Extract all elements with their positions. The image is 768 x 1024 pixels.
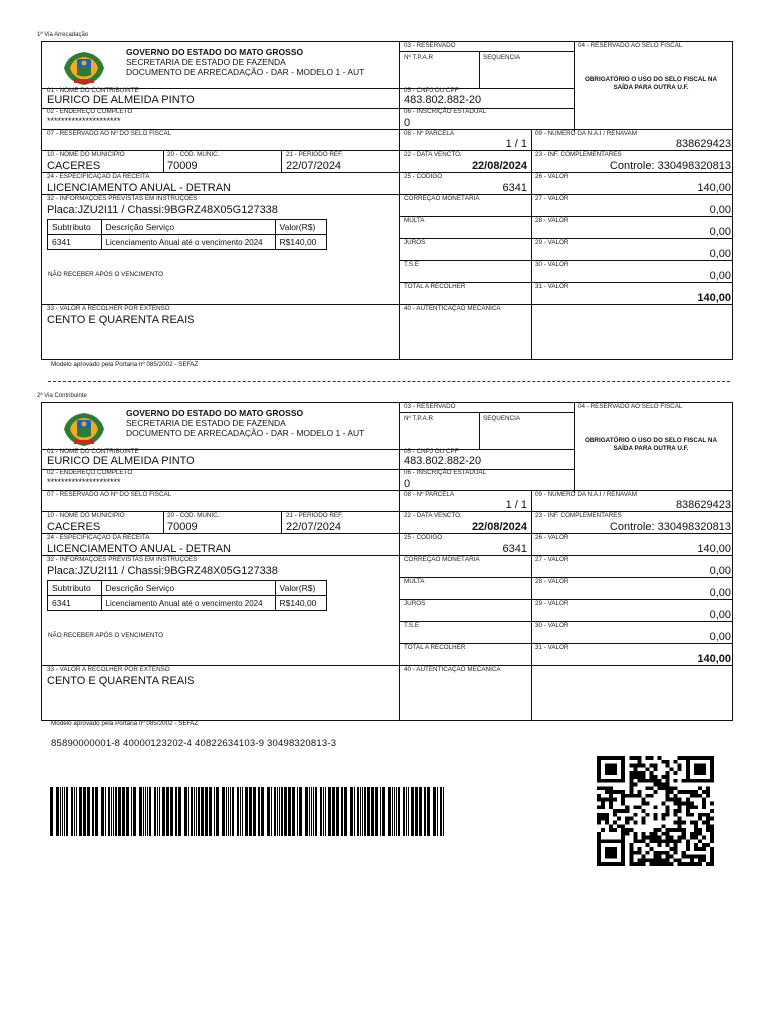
field-33-label: 33 - VALOR A RECOLHER POR EXTENSO xyxy=(47,666,170,673)
no-receive-notice: NÃO RECEBER APÓS O VENCIMENTO xyxy=(48,271,164,278)
field-23-value: Controle: 330498320813 xyxy=(609,160,731,172)
divider xyxy=(42,150,732,151)
tpar-label: Nº T.P.A.R xyxy=(404,415,434,422)
field-23-label: 23 - INF. COMPLEMENTARES xyxy=(535,151,622,158)
field-32-value: Placa:JZU2I11 / Chassi:9BGRZ48X05G127338 xyxy=(47,565,278,577)
selo-fiscal-notice: OBRIGATÓRIO O USO DO SELO FISCAL NA SAÍDA PARA OUTRA U.F. xyxy=(584,76,717,91)
field-02-label: 02 - ENDEREÇO COMPLETO xyxy=(47,108,133,115)
field-01-value: EURICO DE ALMEIDA PINTO xyxy=(47,94,195,106)
divider xyxy=(42,511,732,512)
table-row xyxy=(48,235,327,250)
divider xyxy=(479,51,480,88)
field-06-label: 06 - INSCRIÇÃO ESTADUAL xyxy=(404,469,487,476)
table-header-row xyxy=(48,220,327,235)
table-cell: Licenciamento Anual até o vencimento 2024 xyxy=(101,596,275,611)
field-25-label: 25 - CÓDIGO xyxy=(404,534,443,541)
field-02-label: 02 - ENDEREÇO COMPLETO xyxy=(47,469,133,476)
field-09-value: 838629423 xyxy=(675,138,731,150)
field-26-label: 26 - VALOR xyxy=(535,534,569,541)
field-20-label: 20 - COD. MUNIC. xyxy=(167,151,220,158)
field-04-label: 04 - RESERVADO AO SELO FISCAL xyxy=(578,42,683,49)
field-30-value: 0,00 xyxy=(709,270,731,282)
field-33-value: CENTO E QUARENTA REAIS xyxy=(47,675,195,687)
field-30-label: 30 - VALOR xyxy=(535,622,569,629)
table-header-cell: Subtributo xyxy=(48,581,102,596)
sequencia-label: SEQUENCIA xyxy=(483,415,521,422)
sequencia-label: SEQUENCIA xyxy=(483,54,521,61)
field-31-label: 31 - VALOR xyxy=(535,283,569,290)
field-05-value: 483.802.882-20 xyxy=(404,455,482,467)
field-09-label: 09 - NUMERO DA N.A.I / RENAVAM xyxy=(535,491,637,498)
field-24-value: LICENCIAMENTO ANUAL - DETRAN xyxy=(47,543,231,555)
field-23-label: 23 - INF. COMPLEMENTARES xyxy=(535,512,622,519)
field-29-value: 0,00 xyxy=(709,609,731,621)
divider xyxy=(531,129,532,360)
divider xyxy=(531,490,532,721)
juros-label: JUROS xyxy=(404,239,426,246)
table-header-cell: Descrição Serviço xyxy=(101,581,275,596)
field-01-label: 01 - NOME DO CONTRIBUINTE xyxy=(47,87,139,94)
divider xyxy=(281,150,282,172)
table-header-cell: Subtributo xyxy=(48,220,102,235)
qr-code-icon xyxy=(597,756,714,866)
field-40-label: 40 - AUTENTICAÇÃO MECANICA xyxy=(404,666,501,673)
field-08-label: 08 - Nº PARCELA xyxy=(404,130,455,137)
table-header-cell: Valor(R$) xyxy=(275,220,326,235)
field-26-label: 26 - VALOR xyxy=(535,173,569,180)
field-28-value: 0,00 xyxy=(709,587,731,599)
gov-secretaria: SECRETARIA DE ESTADO DE FAZENDA xyxy=(126,418,286,428)
field-28-value: 0,00 xyxy=(709,226,731,238)
field-27-label: 27 - VALOR xyxy=(535,195,569,202)
divider xyxy=(163,150,164,172)
gov-secretaria: SECRETARIA DE ESTADO DE FAZENDA xyxy=(126,57,286,67)
gov-documento: DOCUMENTO DE ARRECADAÇÃO - DAR - MODELO 1 - AUT xyxy=(126,428,365,438)
gov-documento: DOCUMENTO DE ARRECADAÇÃO - DAR - MODELO 1 - AUT xyxy=(126,67,365,77)
approval-note: Modelo aprovado pela Portaria nº 085/2002 - SEFAZ xyxy=(51,720,199,727)
field-25-value: 6341 xyxy=(502,543,527,555)
field-10-value: CACERES xyxy=(47,521,101,533)
field-33-label: 33 - VALOR A RECOLHER POR EXTENSO xyxy=(47,305,170,312)
services-table xyxy=(47,219,327,250)
field-07-label: 07 - RESERVADO AO Nº DO SELO FISCAL xyxy=(47,491,172,498)
field-32-label: 32 - INFORMAÇÕES PREVISTAS EM INSTRUÇÕES xyxy=(47,195,198,202)
field-29-label: 29 - VALOR xyxy=(535,239,569,246)
tse-label: T.S.E xyxy=(404,622,420,629)
divider xyxy=(163,511,164,533)
field-27-label: 27 - VALOR xyxy=(535,556,569,563)
field-22-value: 22/08/2024 xyxy=(471,160,527,172)
correcao-label: CORREÇÃO MONETÁRIA xyxy=(404,556,480,563)
field-32-label: 32 - INFORMAÇÕES PREVISTAS EM INSTRUÇÕES xyxy=(47,556,198,563)
field-26-value: 140,00 xyxy=(697,182,731,194)
field-24-value: LICENCIAMENTO ANUAL - DETRAN xyxy=(47,182,231,194)
field-02-value: ********************* xyxy=(47,116,121,126)
field-08-label: 08 - Nº PARCELA xyxy=(404,491,455,498)
field-29-label: 29 - VALOR xyxy=(535,600,569,607)
field-21-label: 21 - PERIODO REF. xyxy=(286,151,344,158)
gov-title: GOVERNO DO ESTADO DO MATO GROSSO xyxy=(126,408,304,418)
field-24-label: 24 - ESPECIFICAÇÃO DA RECEITA xyxy=(47,173,150,180)
no-receive-notice: NÃO RECEBER APÓS O VENCIMENTO xyxy=(48,632,164,639)
field-22-label: 22 - DATA VENCTO. xyxy=(404,151,462,158)
field-25-value: 6341 xyxy=(502,182,527,194)
table-cell: R$140,00 xyxy=(275,235,326,250)
field-28-label: 28 - VALOR xyxy=(535,217,569,224)
field-10-value: CACERES xyxy=(47,160,101,172)
divider xyxy=(281,511,282,533)
field-01-label: 01 - NOME DO CONTRIBUINTE xyxy=(47,448,139,455)
table-row xyxy=(48,596,327,611)
total-label: TOTAL A RECOLHER xyxy=(404,283,466,290)
field-31-label: 31 - VALOR xyxy=(535,644,569,651)
field-30-value: 0,00 xyxy=(709,631,731,643)
field-04-label: 04 - RESERVADO AO SELO FISCAL xyxy=(578,403,683,410)
multa-label: MULTA xyxy=(404,578,425,585)
field-20-value: 70009 xyxy=(167,521,198,533)
cut-line xyxy=(48,381,730,382)
field-08-value: 1 / 1 xyxy=(505,138,527,150)
table-cell: R$140,00 xyxy=(275,596,326,611)
divider xyxy=(399,51,574,52)
field-05-label: 05 - CNPJ OU CPF xyxy=(404,448,459,455)
field-07-label: 07 - RESERVADO AO Nº DO SELO FISCAL xyxy=(47,130,172,137)
field-32-value: Placa:JZU2I11 / Chassi:9BGRZ48X05G127338 xyxy=(47,204,278,216)
field-05-label: 05 - CNPJ OU CPF xyxy=(404,87,459,94)
field-31-value: 140,00 xyxy=(697,653,731,665)
field-22-value: 22/08/2024 xyxy=(471,521,527,533)
field-01-value: EURICO DE ALMEIDA PINTO xyxy=(47,455,195,467)
field-28-label: 28 - VALOR xyxy=(535,578,569,585)
table-cell: Licenciamento Anual até o vencimento 2024 xyxy=(101,235,275,250)
divider xyxy=(399,42,400,360)
divider xyxy=(399,403,400,721)
digitable-line: 85890000001-8 40000123202-4 40822634103-9 30498320813-3 xyxy=(51,738,337,749)
divider xyxy=(399,412,574,413)
field-05-value: 483.802.882-20 xyxy=(404,94,482,106)
field-23-value: Controle: 330498320813 xyxy=(609,521,731,533)
tse-label: T.S.E xyxy=(404,261,420,268)
total-label: TOTAL A RECOLHER xyxy=(404,644,466,651)
field-09-value: 838629423 xyxy=(675,499,731,511)
field-20-value: 70009 xyxy=(167,160,198,172)
tpar-label: Nº T.P.A.R xyxy=(404,54,434,61)
dar-form-via-1 xyxy=(41,41,733,360)
field-21-label: 21 - PERIODO REF. xyxy=(286,512,344,519)
table-cell: 6341 xyxy=(48,596,102,611)
approval-note: Modelo aprovado pela Portaria nº 085/2002 - SEFAZ xyxy=(51,361,199,368)
field-06-value: 0 xyxy=(404,478,411,490)
barcode-icon xyxy=(50,787,445,836)
correcao-label: CORREÇÃO MONETÁRIA xyxy=(404,195,480,202)
field-20-label: 20 - COD. MUNIC. xyxy=(167,512,220,519)
field-06-label: 06 - INSCRIÇÃO ESTADUAL xyxy=(404,108,487,115)
field-10-label: 10 - NOME DO MUNICIPIO xyxy=(47,151,125,158)
field-22-label: 22 - DATA VENCTO. xyxy=(404,512,462,519)
juros-label: JUROS xyxy=(404,600,426,607)
table-header-cell: Descrição Serviço xyxy=(101,220,275,235)
field-27-value: 0,00 xyxy=(709,565,731,577)
field-40-label: 40 - AUTENTICAÇÃO MECANICA xyxy=(404,305,501,312)
field-21-value: 22/07/2024 xyxy=(286,160,342,172)
via-label: 2ª Via Contribuinte xyxy=(37,393,87,399)
field-08-value: 1 / 1 xyxy=(505,499,527,511)
field-25-label: 25 - CÓDIGO xyxy=(404,173,443,180)
field-09-label: 09 - NUMERO DA N.A.I / RENAVAM xyxy=(535,130,637,137)
field-31-value: 140,00 xyxy=(697,292,731,304)
field-06-value: 0 xyxy=(404,117,411,129)
field-24-label: 24 - ESPECIFICAÇÃO DA RECEITA xyxy=(47,534,150,541)
field-30-label: 30 - VALOR xyxy=(535,261,569,268)
field-03-label: 03 - RESERVADO xyxy=(404,403,456,410)
field-02-value: ********************* xyxy=(47,477,121,487)
gov-title: GOVERNO DO ESTADO DO MATO GROSSO xyxy=(126,47,304,57)
table-header-row xyxy=(48,581,327,596)
field-29-value: 0,00 xyxy=(709,248,731,260)
divider xyxy=(479,412,480,449)
field-27-value: 0,00 xyxy=(709,204,731,216)
table-cell: 6341 xyxy=(48,235,102,250)
multa-label: MULTA xyxy=(404,217,425,224)
dar-form-via-2 xyxy=(41,402,733,721)
field-26-value: 140,00 xyxy=(697,543,731,555)
table-header-cell: Valor(R$) xyxy=(275,581,326,596)
coat-of-arms-icon xyxy=(62,48,106,88)
selo-fiscal-notice: OBRIGATÓRIO O USO DO SELO FISCAL NA SAÍDA PARA OUTRA U.F. xyxy=(584,437,717,452)
coat-of-arms-icon xyxy=(62,409,106,449)
services-table xyxy=(47,580,327,611)
field-21-value: 22/07/2024 xyxy=(286,521,342,533)
via-label: 1ª Via Arrecadação xyxy=(37,32,89,38)
field-03-label: 03 - RESERVADO xyxy=(404,42,456,49)
field-10-label: 10 - NOME DO MUNICIPIO xyxy=(47,512,125,519)
field-33-value: CENTO E QUARENTA REAIS xyxy=(47,314,195,326)
